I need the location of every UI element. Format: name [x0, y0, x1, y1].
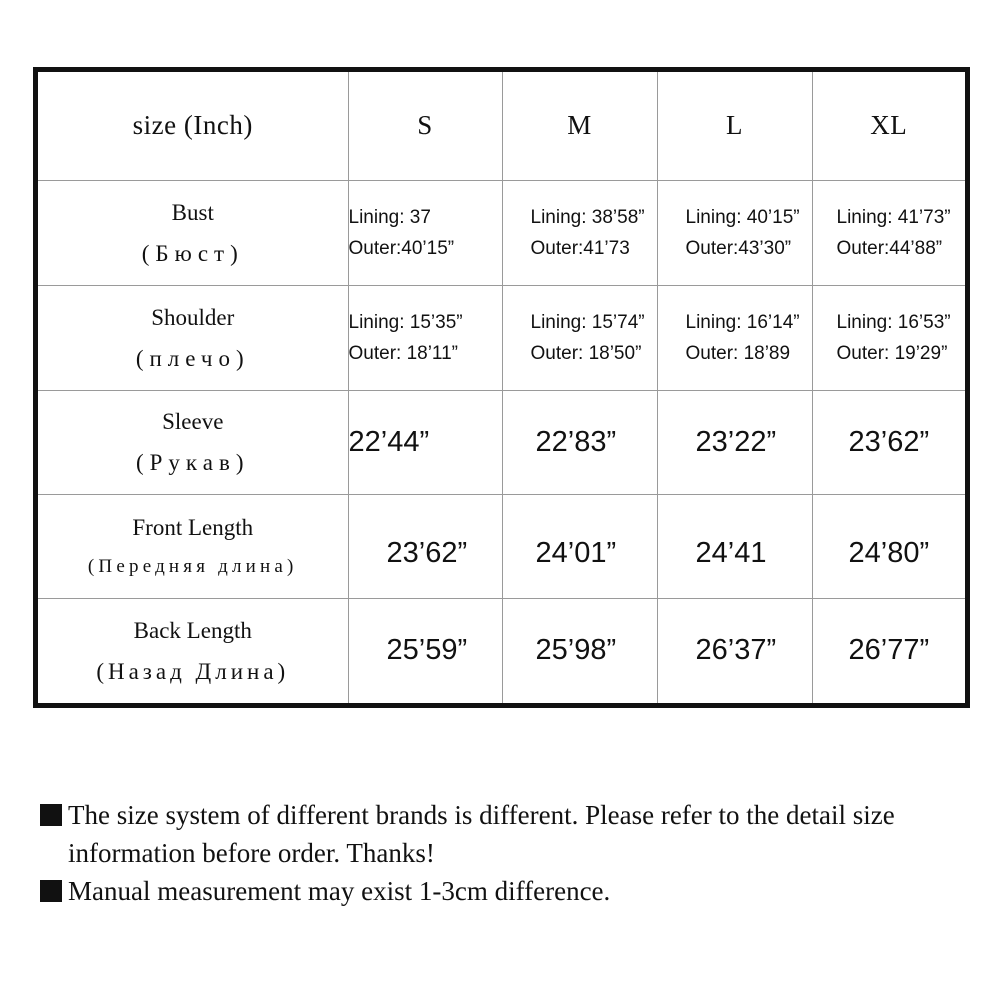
row-label-en: Bust: [171, 199, 214, 225]
sleeve-xl-value: 23’62”: [812, 390, 965, 494]
outer-value: Outer: 19’29”: [836, 342, 948, 364]
note-text: Manual measurement may exist 1-3cm difference.: [68, 876, 611, 906]
row-label-ru: (Рукав): [135, 450, 250, 475]
shoulder-l-cell: [657, 285, 812, 390]
size-chart-table: [38, 72, 965, 703]
shoulder-m-cell: [502, 285, 657, 390]
lining-value: Lining: 16’14”: [685, 311, 800, 333]
row-label-en: Front Length: [132, 515, 254, 540]
row-label-en: Shoulder: [151, 304, 235, 330]
front-length-l-value: 24’41: [657, 494, 812, 598]
note-item: [40, 872, 990, 910]
lining-value: Lining: 37: [348, 206, 431, 228]
back-length-s-value: 25’59”: [348, 598, 502, 703]
bust-s-cell: [348, 180, 502, 285]
sleeve-l-value: 23’22”: [657, 390, 812, 494]
row-label-back-length: [38, 598, 348, 703]
shoulder-s-cell: [348, 285, 502, 390]
lining-value: Lining: 41’73”: [836, 206, 951, 228]
table-row-bust: [38, 180, 965, 285]
lining-value: Lining: 15’74”: [530, 311, 645, 333]
table-row-sleeve: [38, 390, 965, 494]
bust-l-cell: [657, 180, 812, 285]
front-length-xl-value: 24’80”: [812, 494, 965, 598]
outer-value: Outer: 18’11”: [348, 342, 458, 364]
table-row-shoulder: [38, 285, 965, 390]
sleeve-m-value: 22’83”: [502, 390, 657, 494]
row-label-en: Sleeve: [162, 409, 224, 434]
header-cell-m: M: [502, 72, 657, 180]
back-length-xl-value: 26’77”: [812, 598, 965, 703]
note-text: The size system of different brands is different. Please refer to the detail size information before order. Thanks!: [68, 800, 895, 868]
header-cell-s: S: [348, 72, 502, 180]
notes-section: [40, 796, 990, 910]
row-label-ru: (Передняя длина): [87, 556, 298, 577]
outer-value: Outer:44’88”: [836, 237, 943, 259]
header-row: [38, 72, 965, 180]
shoulder-xl-cell: [812, 285, 965, 390]
lining-value: Lining: 16’53”: [836, 311, 951, 333]
header-cell-xl: XL: [812, 72, 965, 180]
row-label-shoulder: [38, 285, 348, 390]
lining-value: Lining: 38’58”: [530, 206, 645, 228]
outer-value: Outer:43’30”: [685, 237, 792, 259]
row-label-ru: (Назад Длина): [96, 658, 290, 684]
outer-value: Outer:40’15”: [348, 237, 455, 259]
row-label-ru: (Бюст): [141, 240, 244, 266]
row-label-bust: [38, 180, 348, 285]
row-label-en: Back Length: [133, 617, 252, 643]
lining-value: Lining: 40’15”: [685, 206, 800, 228]
row-label-sleeve: [38, 390, 348, 494]
note-item: [40, 796, 990, 872]
row-label-front-length: [38, 494, 348, 598]
bust-xl-cell: [812, 180, 965, 285]
table-row-back-length: [38, 598, 965, 703]
outer-value: Outer:41’73: [530, 237, 630, 259]
outer-value: Outer: 18’89: [685, 342, 791, 364]
row-label-ru: (плечо): [135, 345, 250, 371]
table-row-front-length: [38, 494, 965, 598]
square-bullet-icon: [40, 880, 62, 902]
back-length-m-value: 25’98”: [502, 598, 657, 703]
size-chart-frame: [33, 67, 970, 708]
lining-value: Lining: 15’35”: [348, 311, 463, 333]
outer-value: Outer: 18’50”: [530, 342, 642, 364]
header-cell-size-unit: size (Inch): [38, 72, 348, 180]
front-length-m-value: 24’01”: [502, 494, 657, 598]
square-bullet-icon: [40, 804, 62, 826]
header-cell-l: L: [657, 72, 812, 180]
front-length-s-value: 23’62”: [348, 494, 502, 598]
sleeve-s-value: 22’44”: [348, 390, 502, 494]
back-length-l-value: 26’37”: [657, 598, 812, 703]
bust-m-cell: [502, 180, 657, 285]
